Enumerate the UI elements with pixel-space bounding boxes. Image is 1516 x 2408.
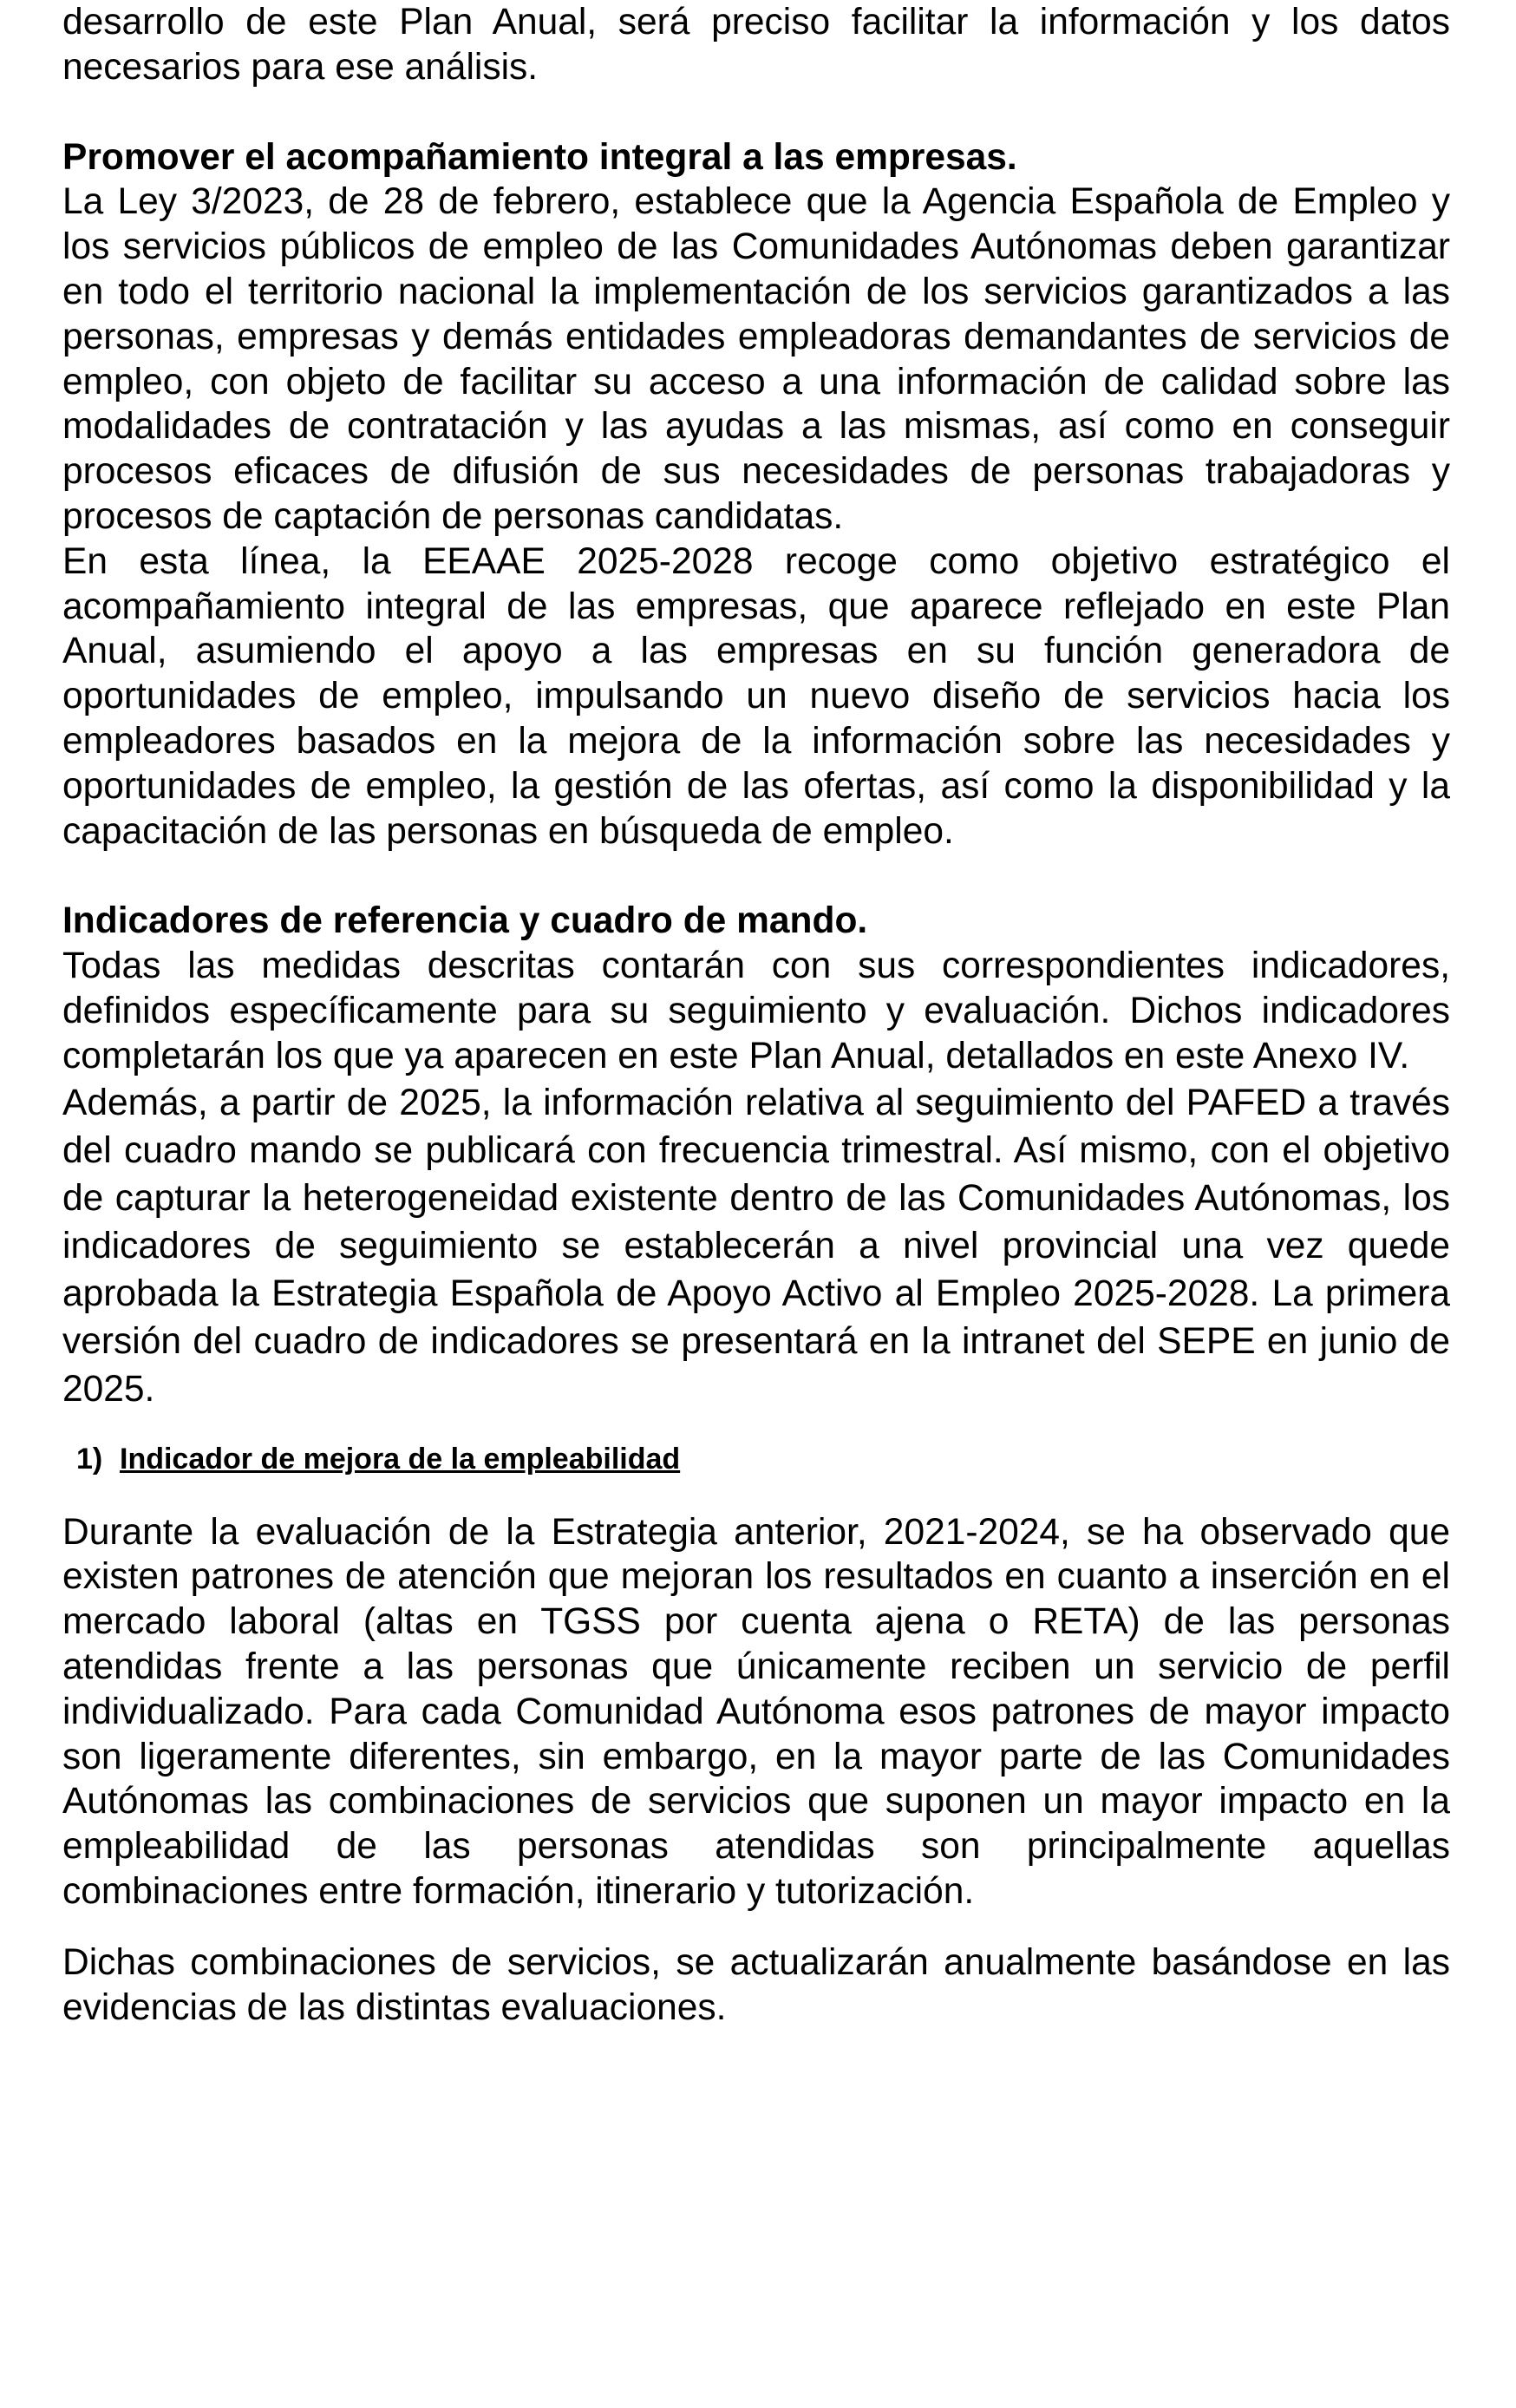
spacer	[62, 1479, 1450, 1510]
spacer	[62, 1413, 1450, 1439]
paragraph-eeaae: En esta línea, la EEAAE 2025-2028 recoge como objetivo estratégico el acompañamiento integral de las empresas, que aparece reflejado en este Plan Anual, asumiendo el apoyo a las empresas en su función generadora de oportunidades de empleo, impulsando un nuevo diseño de servicios hacia los empleadores basados en la mejora de la información sobre las necesidades y oportunidades de empleo, la gestión de las ofertas, así como la disponibilidad y la capacitación de las personas en búsqueda de empleo.	[62, 540, 1450, 852]
paragraph-pafed: Además, a partir de 2025, la información relativa al seguimiento del PAFED a través del cuadro mando se publicará con frecuencia trimestral. Así mismo, con el objetivo de capturar la heterogeneidad existente dentro de las Comunidades Autónomas, los indicadores de seguimiento se establecerán a nivel provincial una vez quede aprobada la Estrategia Española de Apoyo Activo al Empleo 2025-2028. La primera versión del cuadro de indicadores se presentará en la intranet del SEPE en junio de 2025.	[62, 1082, 1450, 1410]
intro-paragraph: desarrollo de este Plan Anual, será preciso facilitar la información y los datos necesarios para ese análisis.	[62, 2, 1450, 88]
subheading-empleabilidad	[62, 1439, 1450, 1479]
heading-indicadores: Indicadores de referencia y cuadro de mando.	[62, 900, 868, 942]
spacer	[62, 1914, 1450, 1940]
paragraph-combinaciones: Dichas combinaciones de servicios, se actualizarán anualmente basándose en las evidencias de las distintas evaluaciones.	[62, 1941, 1450, 2028]
paragraph-medidas: Todas las medidas descritas contarán con sus correspondientes indicadores, definidos específicamente para su seguimiento y evaluación. Dichos indicadores completarán los que ya aparecen en este Plan Anual, detallados en este Anexo IV.	[62, 946, 1450, 1076]
paragraph-evaluacion: Durante la evaluación de la Estrategia anterior, 2021-2024, se ha observado que existen patrones de atención que mejoran los resultados en cuanto a inserción en el mercado laboral (altas en TGSS por cuenta ajena o RETA) de las personas atendidas frente a las personas que únicamente reciben un servicio de perfil individualizado. Para cada Comunidad Autónoma esos patrones de mayor impacto son ligeramente diferentes, sin embargo, en la mayor parte de las Comunidades Autónomas las combinaciones de servicios que suponen un mayor impacto en la empleabilidad de las personas atendidas son principalmente aquellas combinaciones entre formación, itinerario y tutorización.	[62, 1511, 1450, 1912]
paragraph-ley: La Ley 3/2023, de 28 de febrero, establece que la Agencia Española de Empleo y los servicios públicos de empleo de las Comunidades Autónomas deben garantizar en todo el territorio nacional la implementación de los servicios garantizados a las personas, empresas y demás entidades empleadoras demandantes de servicios de empleo, con objeto de facilitar su acceso a una información de calidad sobre las modalidades de contratación y las ayudas a las mismas, así como en conseguir procesos eficaces de difusión de sus necesidades de personas trabajadoras y procesos de captación de personas candidatas.	[62, 181, 1450, 537]
document-page	[62, 0, 1450, 2030]
heading-empresas: Promover el acompañamiento integral a las empresas.	[62, 136, 1017, 178]
subheading-number: 1)	[76, 1442, 103, 1476]
spacer	[62, 854, 1450, 899]
spacer	[62, 90, 1450, 135]
subheading-title: Indicador de mejora de la empleabilidad	[120, 1442, 681, 1476]
